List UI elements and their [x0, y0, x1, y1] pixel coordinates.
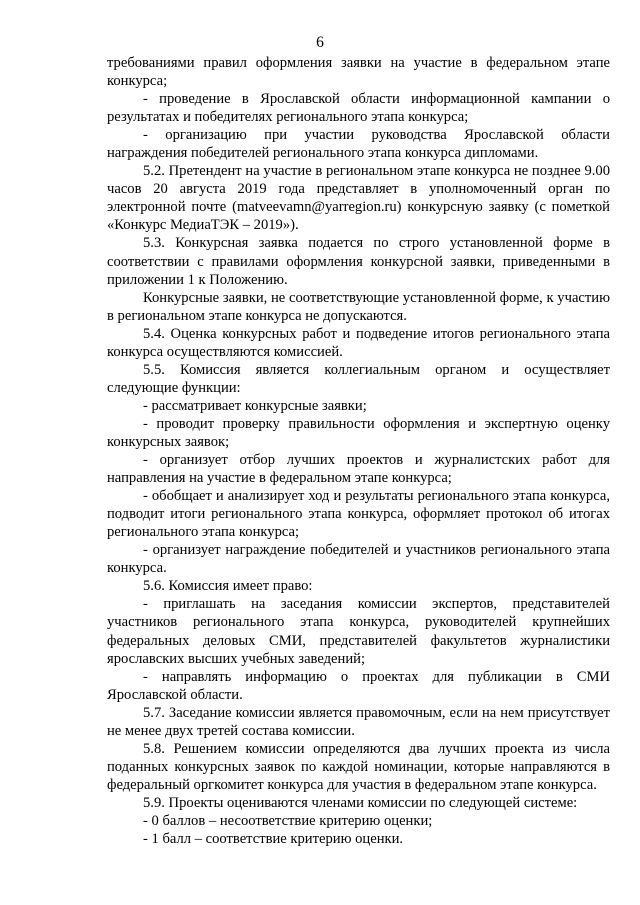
paragraph: 5.7. Заседание комиссии является правомочным, если на нем присутствует не менее двух третей состава комиссии.	[107, 704, 610, 739]
paragraph: 5.5. Комиссия является коллегиальным органом и осуществляет следующие функции:	[107, 361, 610, 396]
paragraph: 5.6. Комиссия имеет право:	[143, 578, 313, 595]
paragraph: - 0 баллов – несоответствие критерию оценки;	[143, 812, 433, 829]
paragraph: требованиями правил оформления заявки на участие в федеральном этапе конкурса;	[107, 55, 610, 90]
page-number: 6	[316, 34, 324, 51]
paragraph: - организует награждение победителей и участников регионального этапа конкурса.	[107, 542, 610, 577]
paragraph: - направлять информацию о проектах для публикации в СМИ Ярославской области.	[107, 668, 610, 703]
paragraph: 5.3. Конкурсная заявка подается по строго установленной форме в соответствии с правилами оформления конкурсной заявки, приведенными в приложении 1 к Положению.	[107, 235, 610, 288]
paragraph: Конкурсные заявки, не соответствующие установленной форме, к участию в региональном этапе конкурса не допускаются.	[107, 289, 610, 324]
paragraph: - приглашать на заседания комиссии экспертов, представителей участников регионального этапа конкурса, руководителей крупнейших федеральных деловых СМИ, представителей факультетов журналистики ярославских высших учебных заведений;	[107, 596, 610, 667]
paragraph: - проводит проверку правильности оформления и экспертную оценку конкурсных заявок;	[107, 415, 610, 450]
paragraph: - рассматривает конкурсные заявки;	[143, 397, 367, 414]
paragraph: 5.8. Решением комиссии определяются два лучших проекта из числа поданных конкурсных заявок по каждой номинации, которые направляются в федеральный оргкомитет конкурса для участия в федеральном этапе конкурса.	[107, 740, 610, 793]
paragraph: 5.9. Проекты оцениваются членами комиссии по следующей системе:	[143, 794, 578, 811]
paragraph: 5.2. Претендент на участие в региональном этапе конкурса не позднее 9.00 часов 20 августа 2019 года представляет в уполномоченный орган по электронной почте (matveevamn@yarregion.ru) конкурсную заявку (с пометкой «Конкурс МедиаТЭК – 2019»).	[107, 163, 610, 234]
paragraph: - организует отбор лучших проектов и журналистских работ для направления на участие в федеральном этапе конкурса;	[107, 452, 610, 487]
document-body	[107, 54, 610, 848]
paragraph: - организацию при участии руководства Ярославской области награждения победителей регионального этапа конкурса дипломами.	[107, 127, 610, 162]
paragraph: 5.4. Оценка конкурсных работ и подведение итогов регионального этапа конкурса осуществляются комиссией.	[107, 325, 610, 360]
paragraph: - обобщает и анализирует ход и результаты регионального этапа конкурса, подводит итоги регионального этапа конкурса, оформляет протокол об итогах регионального этапа конкурса;	[107, 488, 610, 541]
paragraph: - 1 балл – соответствие критерию оценки.	[143, 831, 404, 848]
paragraph: - проведение в Ярославской области информационной кампании о результатах и победителях регионального этапа конкурса;	[107, 91, 610, 126]
